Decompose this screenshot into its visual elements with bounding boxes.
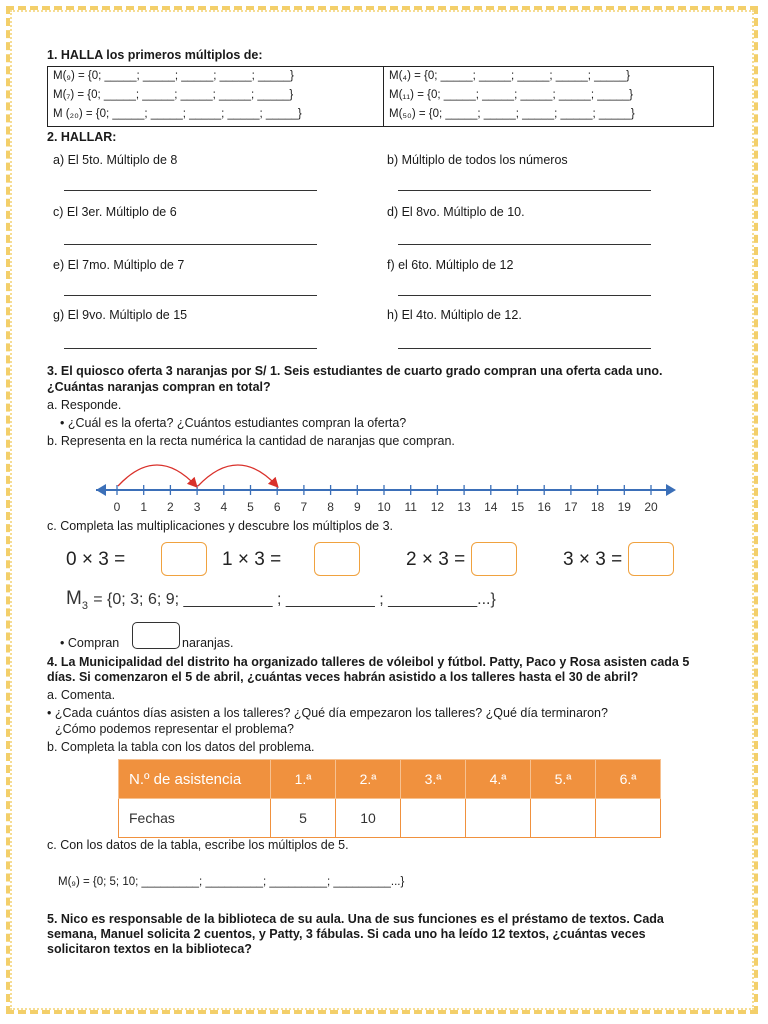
section-3-title-line1: 3. El quiosco oferta 3 naranjas por S/ 1. Seis estudiantes de cuarto grado compran una oferta cada uno.	[47, 364, 663, 378]
answer-line-g[interactable]	[64, 348, 317, 349]
m5-multiples: M(₉) = {0; 5; 10; _________; _________; _________; _________...}	[58, 876, 405, 888]
number-line	[90, 448, 690, 516]
answer-box-0[interactable]	[161, 542, 207, 576]
m3-sequence: = {0; 3; 6; 9; __________ ; __________ ; __________...}	[93, 591, 496, 608]
jump-arc-3-6	[198, 465, 277, 486]
s4-bullet-line1: • ¿Cada cuántos días asisten a los talleres? ¿Qué día empezaron los talleres? ¿Qué día terminaron?	[47, 706, 608, 720]
equation-1: 1 × 3 =	[222, 549, 282, 570]
equation-0: 0 × 3 =	[66, 549, 126, 570]
row-label-cell: Fechas	[119, 799, 271, 838]
s3-bullet: • ¿Cuál es la oferta? ¿Cuántos estudiantes compran la oferta?	[60, 416, 407, 430]
section-3-title-line2: ¿Cuántas naranjas compran en total?	[47, 380, 271, 394]
header-cell: 3.ª	[401, 760, 466, 799]
header-cell: 6.ª	[596, 760, 661, 799]
equation-3: 3 × 3 =	[563, 549, 623, 570]
multiples-table	[47, 66, 714, 127]
section-4-title-line1: 4. La Municipalidad del distrito ha organizado talleres de vóleibol y fútbol. Patty, Paco y Rosa asisten cada 5	[47, 655, 690, 669]
tick-label: 4	[220, 500, 228, 514]
s4-bullet-line2: ¿Cómo podemos representar el problema?	[55, 722, 295, 736]
date-cell[interactable]	[596, 799, 661, 838]
tick-label: 20	[644, 500, 658, 514]
right-arrow-icon	[666, 484, 676, 496]
tick-label: 19	[617, 500, 631, 514]
tick-label: 6	[273, 500, 281, 514]
tick-label: 18	[590, 500, 605, 514]
table-divider	[383, 67, 384, 126]
answer-line-c[interactable]	[64, 244, 317, 245]
equation-2: 2 × 3 =	[406, 549, 466, 570]
item-e: e) El 7mo. Múltiplo de 7	[53, 258, 185, 272]
s4-c-label: c. Con los datos de la tabla, escribe los múltiplos de 5.	[47, 838, 349, 852]
tick-label: 17	[564, 500, 578, 514]
header-cell: N.º de asistencia	[119, 760, 271, 799]
section-2-title: 2. HALLAR:	[47, 130, 117, 144]
tick-label: 10	[377, 500, 391, 514]
section-5-line2: semana, Manuel solicita 2 cuentos, y Patty, 3 fábulas. Si cada uno ha leído 12 textos, ¿cuántas veces	[47, 927, 646, 941]
table-header-row	[119, 760, 661, 799]
m11-row: M(₁₁) = {0; _____; _____; _____; _____; _____}	[389, 89, 634, 101]
item-c: c) El 3er. Múltiplo de 6	[53, 205, 177, 219]
oranges-answer-box[interactable]	[132, 622, 180, 649]
answer-line-b[interactable]	[398, 190, 651, 191]
date-cell[interactable]	[466, 799, 531, 838]
header-cell: 2.ª	[336, 760, 401, 799]
item-a: a) El 5to. Múltiplo de 8	[53, 153, 178, 167]
m3-multiples	[66, 588, 496, 612]
answer-line-d[interactable]	[398, 244, 651, 245]
attendance-table	[118, 759, 661, 838]
s4-b-label: b. Completa la tabla con los datos del problema.	[47, 740, 315, 754]
compran-label: • Compran	[60, 636, 120, 650]
section-4-title-line2: días. Si comenzaron el 5 de abril, ¿cuántas veces habrán asistido a los talleres hasta el 30 de abril?	[47, 670, 639, 684]
tick-label: 0	[113, 500, 121, 514]
date-cell[interactable]	[401, 799, 466, 838]
left-arrow-icon	[96, 484, 106, 496]
tick-label: 15	[510, 500, 525, 514]
answer-box-2[interactable]	[471, 542, 517, 576]
section-5-line3: solicitaron textos en la biblioteca?	[47, 942, 252, 956]
table-row	[119, 799, 661, 838]
m20-row: M (₂₀) = {0; _____; _____; _____; _____; _____}	[53, 108, 302, 120]
answer-box-1[interactable]	[314, 542, 360, 576]
answer-box-3[interactable]	[628, 542, 674, 576]
tick-label: 2	[167, 500, 174, 514]
m50-row: M(₅₀) = {0; _____; _____; _____; _____; _____}	[389, 108, 635, 120]
header-cell: 1.ª	[271, 760, 336, 799]
tick-label: 5	[247, 500, 254, 514]
date-cell[interactable]: 10	[336, 799, 401, 838]
item-g: g) El 9vo. Múltiplo de 15	[53, 308, 188, 322]
item-b: b) Múltiplo de todos los números	[387, 153, 568, 167]
tick-label: 1	[140, 500, 148, 514]
s4-a-label: a. Comenta.	[47, 688, 116, 702]
m4-row: M(₄) = {0; _____; _____; _____; _____; _____}	[389, 70, 630, 82]
m9-row: M(₉) = {0; _____; _____; _____; _____; _____}	[53, 70, 294, 82]
answer-line-a[interactable]	[64, 190, 317, 191]
item-h: h) El 4to. Múltiplo de 12.	[387, 308, 522, 322]
s3-b-label: b. Representa en la recta numérica la cantidad de naranjas que compran.	[47, 434, 455, 448]
tick-label: 12	[430, 500, 445, 514]
date-cell[interactable]	[531, 799, 596, 838]
m3-subscript: 3	[81, 599, 88, 612]
header-cell: 4.ª	[466, 760, 531, 799]
section-1-title: 1. HALLA los primeros múltiplos de:	[47, 48, 263, 62]
tick-label: 9	[353, 500, 361, 514]
tick-label: 8	[327, 500, 334, 514]
answer-line-h[interactable]	[398, 348, 651, 349]
header-cell: 5.ª	[531, 760, 596, 799]
tick-label: 3	[193, 500, 201, 514]
tick-label: 11	[404, 500, 417, 514]
naranjas-label: naranjas.	[182, 636, 234, 650]
item-f: f) el 6to. Múltiplo de 12	[387, 258, 514, 272]
answer-line-e[interactable]	[64, 295, 317, 296]
m3-symbol: M	[66, 588, 82, 609]
section-5-line1: 5. Nico es responsable de la biblioteca de su aula. Una de sus funciones es el préstamo de textos. Cada	[47, 912, 664, 926]
item-d: d) El 8vo. Múltiplo de 10.	[387, 205, 525, 219]
answer-line-f[interactable]	[398, 295, 651, 296]
jump-arc-0-3	[118, 465, 196, 486]
tick-label: 13	[457, 500, 471, 514]
s3-a-label: a. Responde.	[47, 398, 122, 412]
tick-label: 7	[300, 500, 308, 514]
m7-row: M(₇) = {0; _____; _____; _____; _____; _____}	[53, 89, 294, 101]
s3-c-label: c. Completa las multiplicaciones y descubre los múltiplos de 3.	[47, 519, 393, 533]
date-cell[interactable]: 5	[271, 799, 336, 838]
tick-label: 16	[537, 500, 551, 514]
tick-label: 14	[484, 500, 498, 514]
